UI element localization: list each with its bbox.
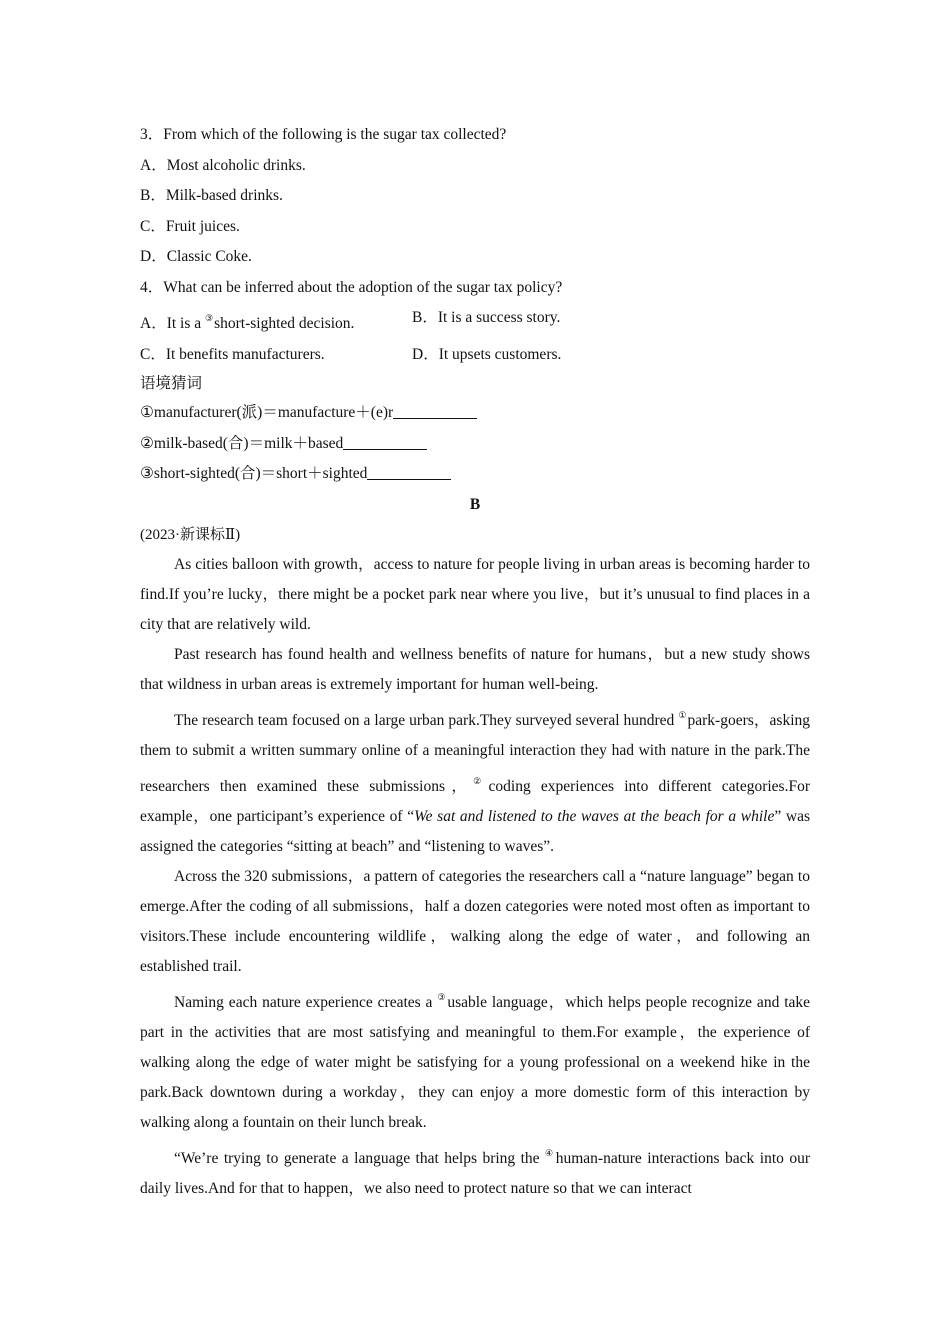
passage-paragraph-6 [140, 1138, 810, 1204]
footnote-marker: ② [473, 775, 488, 786]
question-4-options-row-2 [140, 340, 810, 371]
vocab-item-1-text: ①manufacturer(派)＝manufacture＋(e)r [140, 404, 394, 421]
vocab-item-3 [140, 459, 810, 490]
option-a-text: short-sighted decision. [214, 315, 355, 332]
question-3-stem: 3．From which of the following is the sugar tax collected? [140, 126, 507, 143]
p5-text-b: usable language，which helps people recognize and take part in the activities that are most satisfying and meaningful to them.For example，the experience of walking along the edge of water might be satisfying for a young professional on a weekend hike in the park.Back downtown during a workday，they can enjoy a more domestic form of this interaction by walking along a fountain on their lunch break. [140, 993, 811, 1131]
question-4-option-d: D．It upsets customers. [412, 345, 562, 363]
p3-text-c: coding experiences into different categories.For example，one participant’s experience of “ [140, 777, 810, 825]
p3-text-d: ” was assigned the categories “sitting at beach” and “listening to waves”. [140, 807, 810, 855]
question-3-option-d: D．Classic Coke. [140, 248, 252, 265]
vocab-item-1 [140, 398, 810, 429]
passage-paragraph-2: Past research has found health and wellness benefits of nature for humans，but a new study shows that wildness in urban areas is extremely important for human well-being. [140, 645, 810, 693]
answer-blank[interactable] [393, 404, 477, 419]
question-4-option-a [140, 303, 412, 340]
vocab-item-2 [140, 429, 810, 460]
footnote-marker: ③ [205, 313, 214, 323]
p3-text-a: The research team focused on a large urban park.They surveyed several hundred [174, 711, 679, 729]
option-a-prefix: A．It is a [140, 315, 206, 332]
section-title: B [469, 495, 481, 513]
question-4-option-b: B．It is a success story. [412, 309, 561, 326]
question-3-option-c: C．Fruit juices. [140, 217, 240, 235]
document-page [140, 120, 810, 1204]
vocab-heading: 语境猜词 [140, 375, 203, 392]
footnote-marker: ③ [437, 991, 447, 1002]
question-3-option-b: B．Milk-based drinks. [140, 187, 283, 204]
answer-blank[interactable] [343, 435, 427, 450]
p6-text-a: “We’re trying to generate a language that helps bring the [174, 1149, 546, 1167]
question-4-options-row-1 [140, 303, 810, 340]
question-3-option-a: A．Most alcoholic drinks. [140, 156, 306, 174]
p3-quote: We sat and listened to the waves at the beach for a while [414, 807, 775, 825]
footnote-marker: ④ [545, 1147, 555, 1158]
question-4-option-c: C．It benefits manufacturers. [140, 345, 325, 363]
passage-source: (2023·新课标Ⅱ) [140, 526, 241, 543]
passage-paragraph-5 [140, 982, 810, 1138]
vocab-item-2-text: ②milk-based(合)＝milk＋based [140, 434, 344, 452]
answer-blank[interactable] [367, 465, 451, 480]
p3-text-b: park-goers，asking them to submit a written summary online of a meaningful interaction they had with nature in the park.The researchers then examined these submissions， [140, 711, 811, 795]
footnote-marker: ① [678, 709, 687, 720]
passage-paragraph-3 [140, 700, 810, 862]
passage-paragraph-1: As cities balloon with growth，access to nature for people living in urban areas is becoming harder to find.If you’re lucky，there might be a pocket park near where you live，but it’s unusual to find places in a city that are relatively wild. [140, 555, 810, 633]
passage-paragraph-4: Across the 320 submissions，a pattern of categories the researchers call a “nature language” began to emerge.After the coding of all submissions，half a dozen categories were noted most often as important to visitors.These include encountering wildlife，walking along the edge of water，and following an established trail. [140, 867, 810, 975]
vocab-item-3-text: ③short-sighted(合)＝short＋sighted [140, 465, 368, 482]
question-4-stem: 4．What can be inferred about the adoption of the sugar tax policy? [140, 278, 563, 296]
p6-text-b: human-nature interactions back into our daily lives.And for that to happen，we also need to protect nature so that we can interact [140, 1149, 811, 1197]
p5-text-a: Naming each nature experience creates a [174, 993, 438, 1011]
